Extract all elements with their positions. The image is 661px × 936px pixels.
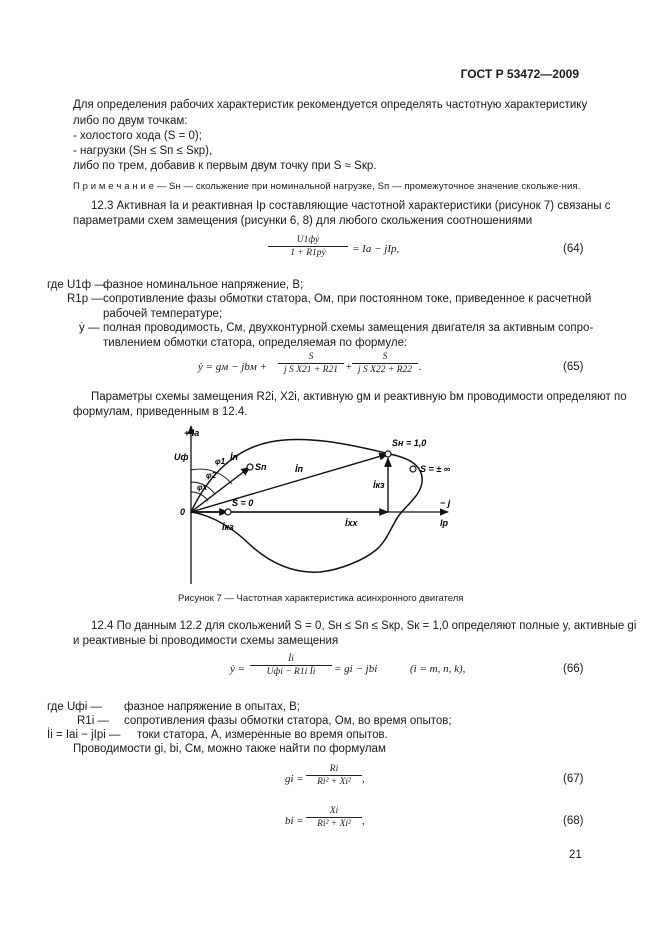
r1i-symbol: R1i — (77, 715, 109, 727)
eq67-tail: , (362, 773, 365, 785)
r1i-text: сопротивления фазы обмотки статора, Ом, во время опытов; (124, 715, 452, 727)
eq67-denominator: Ri² + Xi² (317, 777, 351, 787)
figure-caption: Рисунок 7 — Частотная характеристика асинхронного двигателя (178, 593, 464, 604)
u1f-text: фазное номинальное напряжение, В; (103, 279, 304, 291)
eq65-fraction-1 (278, 352, 344, 375)
label-ip: İп (295, 464, 303, 474)
ii-text: токи статора, А, измеренные во время опытов. (137, 729, 388, 741)
eq68-denominator: Ri² + Xi² (317, 819, 351, 829)
conductance-line: Проводимости gi, bi, См, можно также найти по формулам (73, 743, 386, 755)
eq67-number: (67) (563, 773, 584, 785)
label-phi1: φ1 (215, 457, 226, 466)
params-line-1: Параметры схемы замещения R2i, X2i, активную gм и реактивную bм проводимости определяют по (91, 391, 627, 403)
eq65-f2-denominator: j S X22 + R22 (358, 365, 412, 375)
y-text-1: полная проводимость, См, двухконтурной схемы замещения двигателя за активным сопро- (103, 322, 594, 334)
section-12-3-line-2: параметрами схем замещения (рисунки 6, 8) для любого скольжения соотношениями (73, 215, 533, 227)
eq65-plus: + (345, 361, 353, 373)
eq68-lhs: bi = (285, 815, 304, 827)
intro-item-2: - нагрузки (Sн ≤ Sп ≤ Sкр), (73, 145, 213, 157)
label-phi2: φ2 (206, 471, 217, 480)
section-12-4-line-2: и реактивные bi проводимости схемы замещения (73, 635, 339, 647)
eq64-number: (64) (563, 243, 584, 255)
note: П р и м е ч а н и е — Sн — скольжение при номинальной нагрузке, Sп — промежуточное значение скольже-ния. (73, 181, 581, 192)
label-ia-axis: + Iа (184, 428, 200, 438)
label-ir: Iр (440, 518, 448, 528)
intro-item-1: - холостого хода (S = 0); (73, 130, 202, 142)
eq68-number: (68) (563, 815, 584, 827)
label-s0: S = 0 (232, 498, 254, 508)
eq67-numerator: Ri (306, 764, 362, 776)
params-line-2: формулам, приведенным в 12.4. (73, 406, 248, 418)
point-sn (247, 464, 253, 470)
eq65-dot: . (419, 361, 422, 373)
section-12-4-line-1: 12.4 По данным 12.2 для скольжений S = 0, Sн ≤ Sп ≤ Sкр, Sк = 1,0 определяют полные y, активные gi (91, 620, 637, 632)
frequency-characteristic-figure (170, 422, 470, 588)
intro-line-3: либо по трем, добавив к первым двум точку при S ≈ Sкр. (73, 160, 377, 172)
intro-line-2: либо по двум точкам: (73, 115, 188, 127)
label-sh: Sн = 1,0 (392, 438, 427, 448)
eq66-numerator: İi (250, 654, 332, 666)
eq64-fraction (268, 235, 348, 258)
eq66-denominator: Uфi − R1i İi (266, 667, 316, 677)
eq65-fraction-2 (352, 352, 418, 375)
eq67-lhs: gi = (285, 773, 304, 785)
eq65-lhs: ẏ = gм − jbм + (198, 361, 267, 373)
intro-line-1: Для определения рабочих характеристик рекомендуется определять частотную характеристику (73, 99, 588, 111)
eq64-denominator: 1 + R1рẏ (290, 248, 326, 258)
y-symbol: ẏ — (79, 322, 100, 334)
section-12-3-line-1: 12.3 Активная Iа и реактивная Iр составляющие частотной характеристики (рисунок 7) связаны с (91, 200, 611, 212)
eq68-numerator: Xi (306, 806, 362, 818)
eq66-number: (66) (563, 663, 584, 675)
label-phix: φx (197, 483, 208, 492)
label-uf: Uф (174, 452, 189, 462)
label-ikz: İкз (373, 480, 385, 490)
r1p-symbol: R1р — (67, 293, 103, 305)
standard-header: ГОСТ Р 53472—2009 (460, 67, 579, 81)
ufi-text: фазное напряжение в опытах, В; (124, 701, 300, 713)
y-text-2: тивлением обмотки статора, определяемая по формуле: (103, 337, 408, 349)
point-sh (385, 451, 391, 457)
label-in: İп (230, 452, 238, 462)
r1p-text-1: сопротивление фазы обмотки статора, Ом, при постоянном токе, приведенное к расчетной (103, 293, 592, 305)
eq66-lhs: ẏ = (230, 663, 246, 675)
eq65-f2-numerator: S (352, 352, 418, 364)
label-s-inf: S = ± ∞ (420, 464, 451, 474)
eq66-rhs: = gi − jbi (334, 663, 378, 675)
eq67-fraction (306, 764, 362, 787)
eq65-number: (65) (563, 361, 584, 373)
eq64-rhs: = Iа − jIр, (352, 243, 400, 255)
page-number: 21 (569, 849, 582, 861)
label-ixx: İхх (345, 518, 358, 528)
eq65-f1-denominator: j S X21 + R21 (284, 365, 338, 375)
eq65-f1-numerator: S (278, 352, 344, 364)
eq66-fraction (250, 654, 332, 677)
label-ir-axis: − j (440, 498, 451, 508)
eq68-tail: , (362, 815, 365, 827)
point-s0 (225, 509, 231, 515)
eq64-numerator: U1фẏ (268, 235, 348, 247)
eq68-fraction (306, 806, 362, 829)
ufi-symbol: где Uфi — (47, 701, 102, 713)
label-sn: Sп (255, 462, 267, 472)
ii-symbol: İi = Iаi − jIрi — (47, 729, 121, 741)
u1f-symbol: где U1ф — (47, 279, 106, 291)
label-i-bottom: İкз (222, 522, 234, 532)
point-s-inf (410, 466, 416, 472)
eq66-condition: (i = m, n, k), (410, 663, 466, 675)
label-zero: 0 (180, 507, 186, 517)
r1p-text-2: рабочей температуре; (103, 308, 223, 320)
